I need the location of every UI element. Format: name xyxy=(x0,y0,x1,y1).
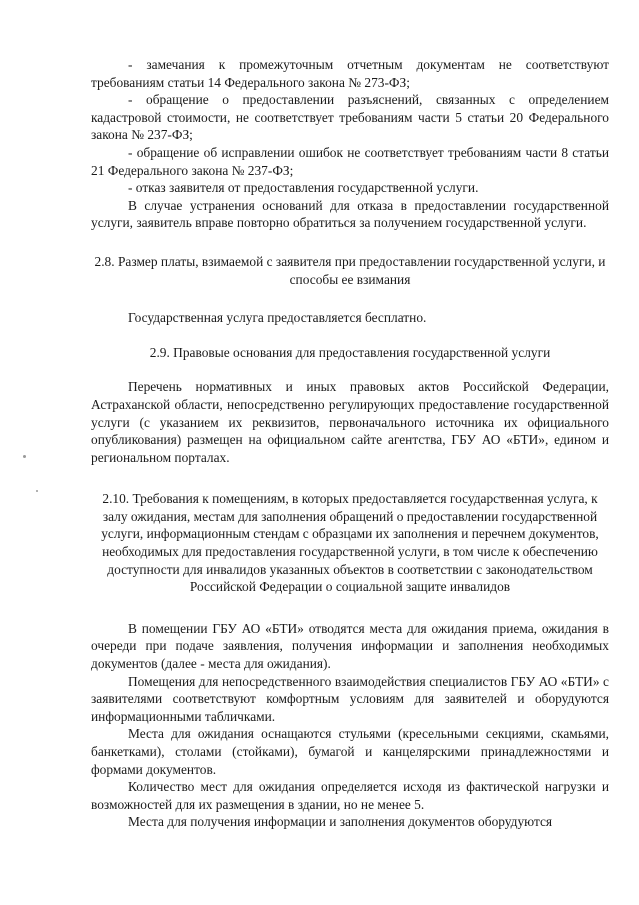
section-heading-2-8: 2.8. Размер платы, взимаемой с заявителя при предоставлении государственной услуги, и способы ее взимания xyxy=(94,253,606,287)
paragraph-clarification: - обращение о предоставлении разъяснений, связанных с определением кадастровой стоимости, не соответствует требованиям части 5 статьи 20 Федерального закона № 237-ФЗ; xyxy=(91,92,609,143)
document-body xyxy=(91,56,609,831)
paragraph-error-correction: - обращение об исправлении ошибок не соответствует требованиям части 8 статьи 21 Федерального закона № 237-ФЗ; xyxy=(91,144,609,178)
paragraph-equipment: Места для ожидания оснащаются стульями (кресельными секциями, скамьями, банкетками), столами (стойками), бумагой и канцелярскими принадлежностями и формами документов. xyxy=(91,726,609,777)
paragraph-waiting-places: В помещении ГБУ АО «БТИ» отводятся места для ожидания приема, ожидания в очереди при подаче заявления, получения информации и заполнения необходимых документов (далее - места для ожидания). xyxy=(91,620,609,672)
paragraph-free-of-charge: Государственная услуга предоставляется бесплатно. xyxy=(128,310,427,326)
paragraph-refusal: - отказ заявителя от предоставления государственной услуги. xyxy=(128,180,479,196)
paragraph-info-places: Места для получения информации и заполнения документов оборудуются xyxy=(128,814,553,830)
paragraph-legal-acts: Перечень нормативных и иных правовых актов Российской Федерации, Астраханской области, непосредственно регулирующих предоставление государственной услуги (с указанием их реквизитов, первоначального источника их официального опубликования) размещен на официальном сайте агентства, ГБУ АО «БТИ», едином и региональном порталах. xyxy=(91,379,609,465)
section-heading-2-9: 2.9. Правовые основания для предоставления государственной услуги xyxy=(149,344,551,360)
paragraph-seat-count: Количество мест для ожидания определяется исходя из фактической нагрузки и возможностей для их размещения в здании, но не менее 5. xyxy=(91,779,609,812)
scan-speck xyxy=(23,455,26,458)
section-heading-2-10: 2.10. Требования к помещениям, в которых предоставляется государственная услуга, к залу ожидания, местам для заполнения обращений о предоставлении государственной услуги, информационным стендам с образцами их заполнения и перечнем документов, необходимых для предоставления государственной услуги, в том числе к обеспечению доступности для инвалидов указанных объектов в соответствии с законодательством Российской Федерации о социальной защите инвалидов xyxy=(101,491,599,595)
paragraph-reapply: В случае устранения оснований для отказа в предоставлении государственной услуги, заявитель вправе повторно обратиться за получением государственной услуги. xyxy=(91,197,609,231)
scan-speck xyxy=(36,490,38,492)
paragraph-premises: Помещения для непосредственного взаимодействия специалистов ГБУ АО «БТИ» с заявителями соответствуют комфортным условиям для заявителей и оборудуются информационными табличками. xyxy=(91,673,609,724)
paragraph-remarks: - замечания к промежуточным отчетным документам не соответствуют требованиям статьи 14 Федерального закона № 273-ФЗ; xyxy=(91,57,609,90)
